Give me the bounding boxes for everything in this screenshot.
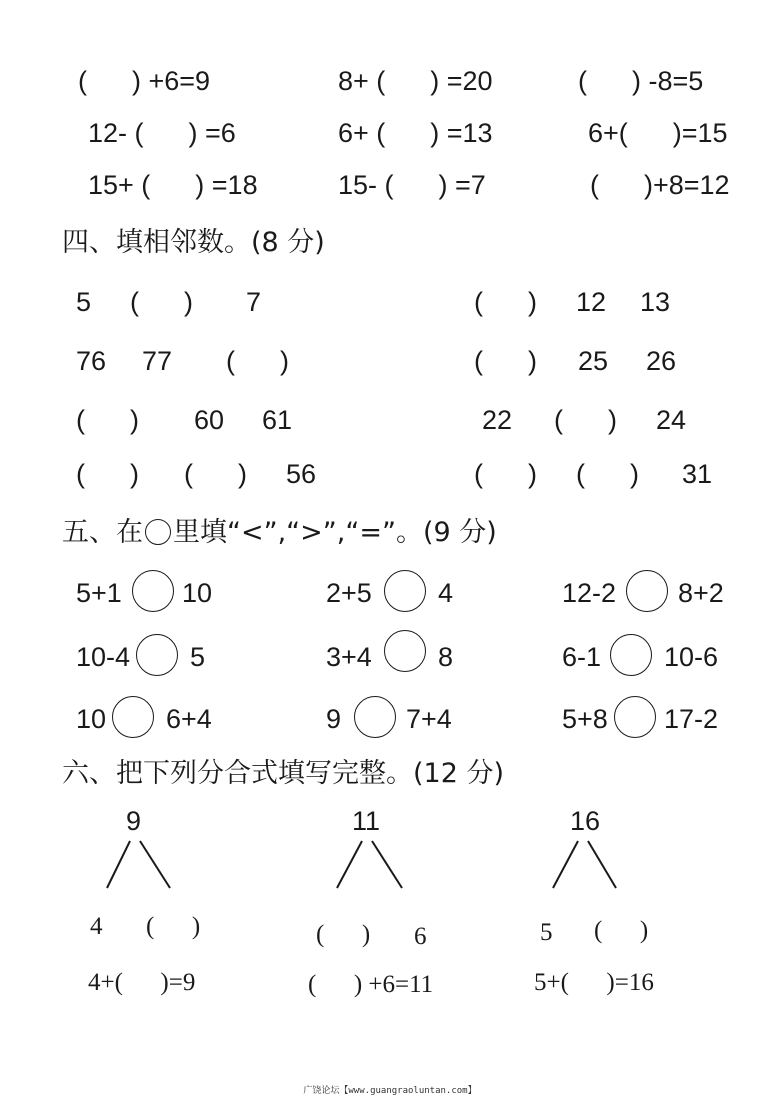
equation: 6+ ( ) =13 (338, 118, 493, 148)
tree-right-number: ( ) (146, 913, 201, 940)
equation: 15+ ( ) =18 (88, 170, 258, 200)
number-cell: 56 (286, 459, 317, 489)
tree-equation: 4+( )=9 (88, 969, 196, 996)
equation: 6+( )=15 (588, 118, 728, 148)
number-cell: ( ) (474, 346, 537, 376)
number-cell: ( ) (130, 287, 193, 317)
compare-right: 5 (190, 642, 206, 672)
number-cell: 26 (646, 346, 677, 376)
number-cell: 7 (246, 287, 262, 317)
compare-circle[interactable] (112, 696, 154, 738)
equation: 15- ( ) =7 (338, 170, 486, 200)
section-title: 六、把下列分合式填写完整。(12 分) (62, 758, 505, 789)
number-cell: 24 (656, 405, 687, 435)
number-cell: 60 (194, 405, 225, 435)
tree-branches (330, 838, 410, 893)
tree-top-number: 11 (352, 806, 381, 836)
footer-watermark: 广饶论坛【www.guangraoluntan.com】 (303, 1086, 477, 1096)
equation: 8+ ( ) =20 (338, 66, 493, 96)
compare-left: 10-4 (76, 642, 131, 672)
number-cell: 76 (76, 346, 107, 376)
section-title-prefix: 五、在 (62, 517, 143, 548)
compare-left: 2+5 (326, 578, 372, 608)
compare-circle[interactable] (614, 696, 656, 738)
section-title (62, 519, 497, 546)
number-cell: ( ) (474, 459, 537, 489)
compare-circle[interactable] (136, 634, 178, 676)
compare-left: 5+8 (562, 704, 608, 734)
compare-left: 3+4 (326, 642, 372, 672)
number-cell: ( ) (554, 405, 617, 435)
section-title: 四、填相邻数。(8 分) (62, 227, 325, 258)
number-cell: ( ) (226, 346, 289, 376)
compare-left: 12-2 (562, 578, 617, 608)
number-cell: 31 (682, 459, 713, 489)
compare-right: 7+4 (406, 704, 452, 734)
tree-equation: 5+( )=16 (534, 969, 654, 996)
compare-right: 8+2 (678, 578, 724, 608)
compare-circle[interactable] (384, 570, 426, 612)
tree-top-number: 16 (570, 806, 601, 836)
section-title-suffix: 里填“<”,“>”,“=”。(9 分) (173, 517, 497, 548)
number-cell: 61 (262, 405, 293, 435)
circle-icon (145, 519, 171, 545)
tree-top-number: 9 (126, 806, 142, 836)
number-cell: 22 (482, 405, 513, 435)
compare-left: 6-1 (562, 642, 602, 672)
number-cell: 5 (76, 287, 92, 317)
tree-branches (100, 838, 180, 893)
tree-right-number: 6 (414, 923, 427, 950)
number-cell: 12 (576, 287, 607, 317)
equation: ( ) +6=9 (78, 66, 211, 96)
number-cell: ( ) (76, 405, 139, 435)
compare-right: 10 (182, 578, 213, 608)
equation: ( )+8=12 (590, 170, 730, 200)
compare-circle[interactable] (354, 696, 396, 738)
compare-right: 4 (438, 578, 454, 608)
number-cell: 77 (142, 346, 173, 376)
number-cell: ( ) (76, 459, 139, 489)
equation: 12- ( ) =6 (88, 118, 236, 148)
compare-right: 8 (438, 642, 454, 672)
tree-equation: ( ) +6=11 (308, 971, 434, 998)
compare-circle[interactable] (132, 570, 174, 612)
tree-left-number: ( ) (316, 921, 371, 948)
number-cell: 13 (640, 287, 671, 317)
number-cell: 25 (578, 346, 609, 376)
compare-left: 5+1 (76, 578, 122, 608)
compare-left: 10 (76, 704, 107, 734)
compare-left: 9 (326, 704, 342, 734)
compare-right: 17-2 (664, 704, 719, 734)
number-cell: ( ) (474, 287, 537, 317)
equation: ( ) -8=5 (578, 66, 704, 96)
tree-branches (546, 838, 626, 893)
tree-left-number: 5 (540, 919, 553, 946)
compare-circle[interactable] (384, 630, 426, 672)
compare-circle[interactable] (626, 570, 668, 612)
compare-right: 6+4 (166, 704, 212, 734)
compare-circle[interactable] (610, 634, 652, 676)
tree-left-number: 4 (90, 913, 103, 940)
number-cell: ( ) (576, 459, 639, 489)
tree-right-number: ( ) (594, 917, 649, 944)
compare-right: 10-6 (664, 642, 719, 672)
number-cell: ( ) (184, 459, 247, 489)
